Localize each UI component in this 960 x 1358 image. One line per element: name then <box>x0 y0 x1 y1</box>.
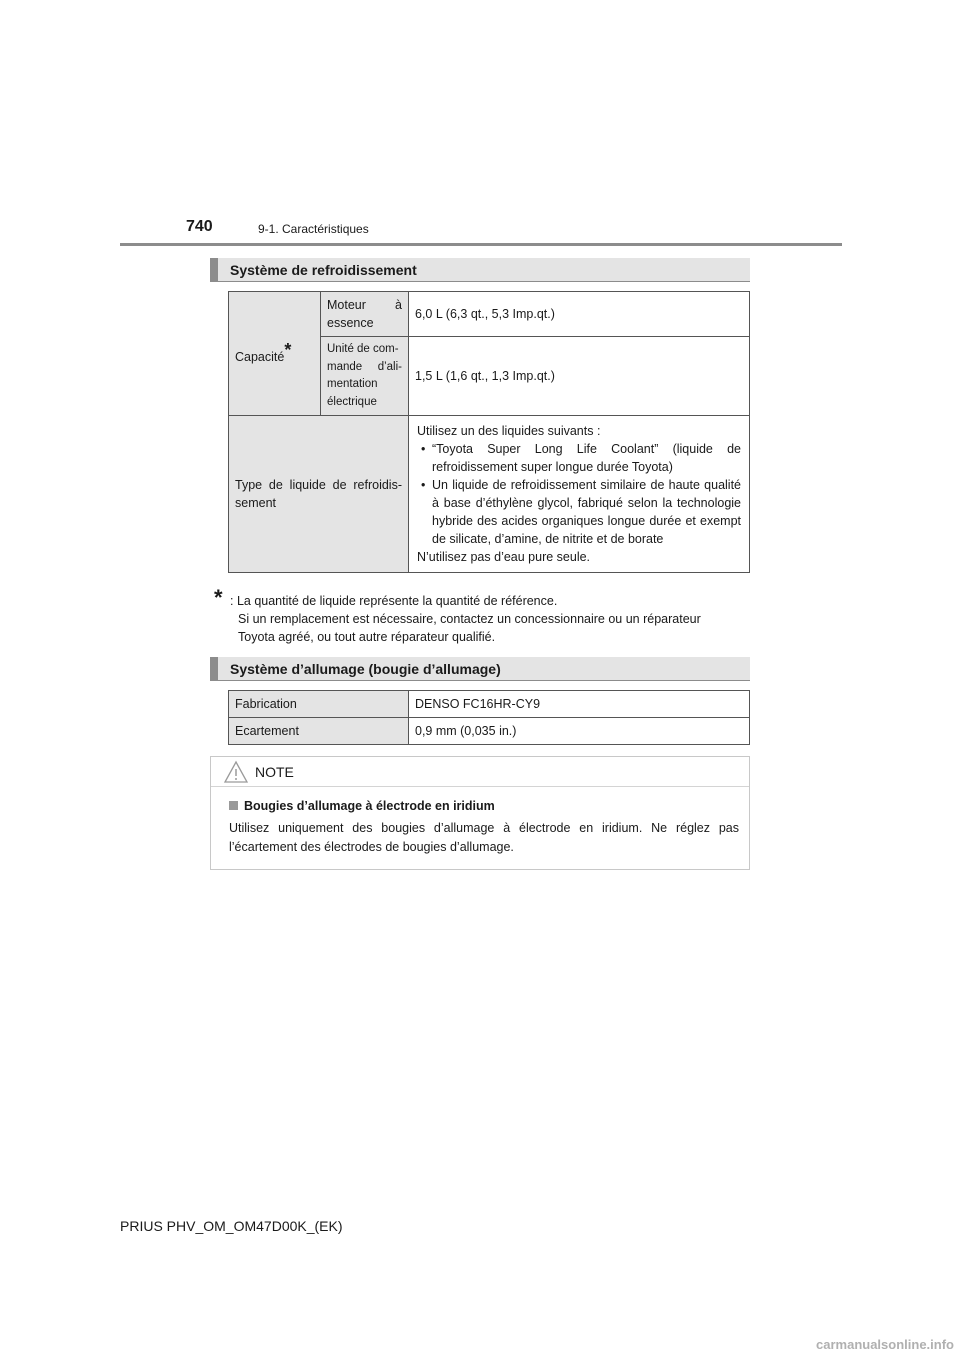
manufacturer-label: Fabrication <box>229 691 409 718</box>
footnote-line1: : La quantité de liquide représente la quantité de référence. <box>230 594 558 608</box>
list-item: • “Toyota Super Long Life Coolant” (liquide de refroidissement super longue durée Toyota) <box>417 440 741 476</box>
list-item: • Un liquide de refroidissement similaire de haute qualité à base d’éthylène glycol, fabriqué selon la technologie hybride des acides organiques longue durée et exempt de silicate, d’amine, de nitrite et de borate <box>417 476 741 548</box>
table-row <box>229 718 750 745</box>
coolant-type-intro: Utilisez un des liquides suivants : <box>417 424 601 438</box>
ignition-section-title: Système d’allumage (bougie d’allumage) <box>230 661 501 677</box>
coolant-type-label-line1: Type de liquide de refroidis- <box>235 478 402 492</box>
footnote-line3: Toyota agréé, ou tout autre réparateur qualifié. <box>238 630 496 644</box>
chapter-title: 9-1. Caractéristiques <box>258 222 369 236</box>
footnote-line2: Si un remplacement est nécessaire, contactez un concessionnaire ou un réparateur <box>238 612 701 626</box>
coolant-type-value-cell <box>409 416 750 573</box>
note-item-heading <box>229 799 495 813</box>
note-title: NOTE <box>255 764 294 780</box>
ignition-spec-table <box>228 690 750 745</box>
capacity-label-cell <box>229 292 321 416</box>
pcu-label-line4: électrique <box>327 395 377 408</box>
pcu-capacity-value: 1,5 L (1,6 qt., 1,3 Imp.qt.) <box>409 337 750 416</box>
pcu-label-line2: mande d’ali- <box>327 360 402 373</box>
header-rule <box>120 243 842 246</box>
coolant-options-list <box>417 440 741 548</box>
note-box <box>210 756 750 870</box>
watermark: carmanualsonline.info <box>816 1337 954 1352</box>
square-bullet-icon <box>229 801 238 810</box>
document-code: PRIUS PHV_OM_OM47D00K_(EK) <box>120 1218 343 1234</box>
gap-label: Ecartement <box>229 718 409 745</box>
table-row <box>229 416 750 573</box>
capacity-footnote <box>214 585 750 646</box>
table-row <box>229 292 750 337</box>
coolant-type-label-cell <box>229 416 409 573</box>
pcu-label-cell <box>321 337 409 416</box>
gap-value: 0,9 mm (0,035 in.) <box>409 718 750 745</box>
page-number: 740 <box>186 218 213 235</box>
pcu-label-line1: Unité de com- <box>327 343 399 355</box>
warning-triangle-icon <box>223 760 249 784</box>
capacity-label: Capacité <box>235 350 285 365</box>
engine-label-line2: essence <box>327 316 374 330</box>
coolant-type-outro: N’utilisez pas d’eau pure seule. <box>417 550 591 564</box>
manufacturer-value: DENSO FC16HR-CY9 <box>409 691 750 718</box>
note-header <box>211 757 749 787</box>
note-body: Utilisez uniquement des bougies d’allumage à électrode en iridium. Ne réglez pas l’écartement des électrodes de bougies d’allumage. <box>229 821 739 854</box>
cooling-section-heading <box>210 258 750 282</box>
ignition-section-heading <box>210 657 750 681</box>
capacity-footnote-marker: * <box>284 339 292 360</box>
pcu-label-line3: mentation <box>327 378 378 390</box>
engine-label-line1: Moteur à <box>327 298 402 312</box>
cooling-section-title: Système de refroidissement <box>230 262 417 278</box>
table-row <box>229 691 750 718</box>
cooling-spec-table <box>228 291 750 573</box>
note-item-title: Bougies d’allumage à électrode en iridium <box>244 799 495 813</box>
engine-capacity-value: 6,0 L (6,3 qt., 5,3 Imp.qt.) <box>409 292 750 337</box>
footnote-marker: * <box>214 585 223 610</box>
coolant-type-label-line2: sement <box>235 496 276 510</box>
engine-label-cell <box>321 292 409 337</box>
